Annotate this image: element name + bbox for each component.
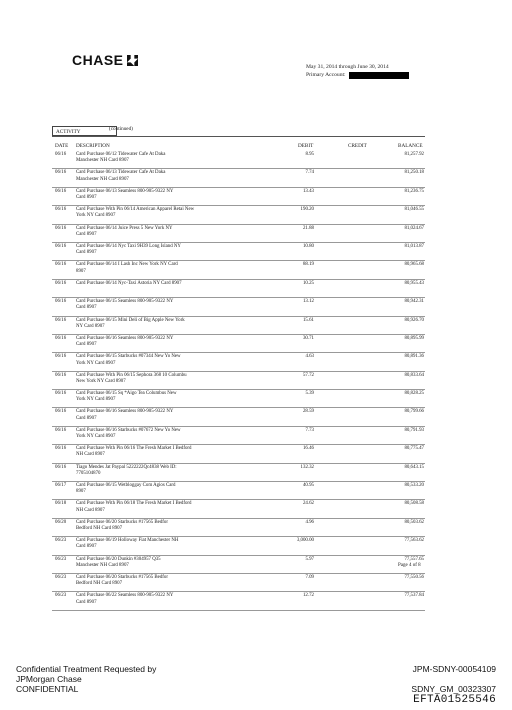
table-row	[52, 464, 425, 482]
row-debit: 4.96	[305, 519, 314, 525]
row-description-line1: Card Purchase 06/20 Starbucks #17565 Bedfor	[76, 574, 168, 580]
table-row	[52, 372, 425, 390]
row-balance: 80,503.62	[404, 519, 424, 525]
row-description-line1: Card Purchase 06/14 Nyc Taxi 9H39 Long Island NY	[76, 243, 181, 249]
row-debit: 10.80	[302, 243, 314, 249]
row-date: 06/20	[55, 519, 67, 525]
row-balance: 77,550.56	[404, 574, 424, 580]
row-balance: 81,013.87	[404, 243, 424, 249]
table-row	[52, 445, 425, 463]
row-description-line2: 7705104870	[76, 470, 101, 476]
row-description-line2: NY Card 8907	[76, 323, 105, 329]
row-debit: 5.97	[305, 556, 314, 562]
chase-octagon-icon	[127, 55, 138, 66]
row-description-line1: Card Purchase 06/16 Seamless 800-905-9322 NY	[76, 335, 174, 341]
row-balance: 80,955.43	[404, 280, 424, 286]
row-description-line1: Card Purchase 06/13 Seamless 800-905-9322 NY	[76, 188, 174, 194]
row-description-line2: NH Card 8907	[76, 452, 105, 458]
row-balance: 80,799.66	[404, 409, 424, 415]
row-description-line1: Card Purchase With Pin 06/18 The Fresh Market I Bedford	[76, 501, 192, 507]
row-description-line1: Card Purchase With Pin 06/14 American Apparel Retai New	[76, 207, 195, 213]
row-description-line2: York NY Card 8907	[76, 213, 116, 219]
row-balance: 80,926.70	[404, 317, 424, 323]
row-description-line1: Card Purchase 06/15 Seamless 800-905-9322 NY	[76, 299, 174, 305]
row-balance: 81,046.55	[404, 207, 424, 213]
row-balance: 81,024.67	[404, 225, 424, 231]
row-description-line2: Card 8907	[76, 599, 97, 605]
row-balance: 80,833.64	[404, 372, 424, 378]
table-row	[52, 500, 425, 518]
row-debit: 132.32	[300, 464, 314, 470]
row-balance: 80,965.68	[404, 262, 424, 268]
row-debit: 15.61	[302, 317, 314, 323]
row-description-line2: Manchester NH Card 8907	[76, 176, 129, 182]
row-debit: 5.39	[305, 391, 314, 397]
row-date: 06/16	[55, 225, 67, 231]
row-description-line1: Card Purchase 06/22 Seamless 800-905-9322 NY	[76, 593, 174, 599]
table-row	[52, 408, 425, 426]
row-description-line2: 8907	[76, 489, 86, 495]
chase-logo	[72, 52, 138, 68]
redaction-bar	[349, 72, 409, 79]
row-debit: 7.09	[305, 574, 314, 580]
col-header-credit: CREDIT	[348, 143, 367, 149]
table-row	[52, 188, 425, 206]
row-description-line1: Tiago Mendes Jat Paypal 5222222Qc4838 Web ID:	[76, 464, 177, 470]
row-debit: 16.46	[302, 446, 314, 452]
row-description-line2: New York NY Card 8907	[76, 378, 126, 384]
row-debit: 8.95	[305, 152, 314, 157]
row-description-line2: Card 8907	[76, 250, 97, 256]
col-header-description: DESCRIPTION	[76, 143, 110, 149]
row-date: 06/16	[55, 372, 67, 378]
table-row	[52, 482, 425, 500]
row-balance: 77,557.65	[404, 556, 424, 562]
table-row	[52, 353, 425, 371]
row-description-line2: Card 8907	[76, 342, 97, 348]
row-date: 06/23	[55, 593, 67, 599]
row-balance: 81,250.18	[404, 170, 424, 176]
row-date: 06/16	[55, 464, 67, 470]
table-row	[52, 519, 425, 537]
row-date: 06/16	[55, 391, 67, 397]
row-description-line2: 8907	[76, 268, 86, 274]
statement-period	[306, 63, 409, 79]
row-date: 06/23	[55, 538, 67, 544]
row-description-line1: Card Purchase 06/16 Starbucks #07672 New Yo New	[76, 427, 181, 433]
row-debit: 7.74	[305, 170, 314, 176]
row-date: 06/16	[55, 243, 67, 249]
col-header-debit: DEBIT	[298, 143, 314, 149]
row-debit: 24.62	[302, 501, 314, 507]
row-date: 06/16	[55, 446, 67, 452]
row-description-line1: Card Purchase 06/15 Mini Deli of Big Apple New York	[76, 317, 185, 323]
col-header-date: DATE	[55, 143, 69, 149]
row-date: 06/16	[55, 152, 67, 157]
period-text: May 31, 2014 through June 30, 2014	[306, 64, 389, 70]
table-row	[52, 151, 425, 169]
footer-bates	[411, 664, 496, 705]
row-debit: 40.95	[302, 483, 314, 489]
row-description-line1: Card Purchase 06/14 Nyc-Taxi Astoria NY Card 8907	[76, 280, 182, 286]
section-divider	[52, 136, 425, 137]
row-debit: 3,000.00	[296, 538, 314, 544]
row-date: 06/16	[55, 427, 67, 433]
row-description-line2: York NY Card 8907	[76, 434, 116, 440]
row-debit: 28.59	[302, 409, 314, 415]
table-row	[52, 317, 425, 335]
activity-title: ACTIVITY	[52, 126, 117, 136]
row-date: 06/23	[55, 574, 67, 580]
row-description-line1: Card Purchase With Pin 06/15 Sephora 368 10 Columbu	[76, 372, 187, 378]
row-date: 06/23	[55, 556, 67, 562]
row-date: 06/16	[55, 207, 67, 213]
row-debit: 10.25	[302, 280, 314, 286]
row-description-line1: Card Purchase 06/19 Holloway Fiat Manchester NH	[76, 538, 179, 544]
row-description-line2: NH Card 8907	[76, 507, 105, 513]
row-balance: 77,537.84	[404, 593, 424, 599]
row-description-line1: Card Purchase With Pin 06/16 The Fresh Market I Bedford	[76, 446, 192, 452]
row-date: 06/16	[55, 317, 67, 323]
row-date: 06/16	[55, 409, 67, 415]
account-label: Primary Account:	[306, 72, 346, 78]
row-description-line2: Card 8907	[76, 415, 97, 421]
row-balance: 81,257.92	[404, 152, 424, 157]
footer-line-3: CONFIDENTIAL	[16, 684, 79, 694]
row-debit: 7.73	[305, 427, 314, 433]
row-debit: 21.88	[302, 225, 314, 231]
row-description-line1: Card Purchase 06/14 Juice Press 5 New York NY	[76, 225, 173, 231]
row-description-line1: Card Purchase 06/13 Tidewater Cafe At Daka	[76, 170, 166, 176]
row-description-line2: Card 8907	[76, 544, 97, 550]
row-balance: 80,508.58	[404, 501, 424, 507]
account-row	[306, 71, 409, 79]
row-description-line2: Manchester NH Card 8907	[76, 158, 129, 164]
row-balance: 81,236.75	[404, 188, 424, 194]
row-balance: 80,791.93	[404, 427, 424, 433]
row-description-line2: Card 8907	[76, 231, 97, 237]
row-description-line2: Bedford NH Card 8907	[76, 581, 123, 587]
table-row	[52, 556, 425, 574]
row-date: 06/16	[55, 299, 67, 305]
table-row	[52, 206, 425, 224]
row-balance: 80,643.15	[404, 464, 424, 470]
table-row	[52, 390, 425, 408]
continued-label: (continued)	[109, 126, 133, 132]
row-description-line1: Card Purchase 06/16 Seamless 800-905-9322 NY	[76, 409, 174, 415]
row-balance: 80,533.20	[404, 483, 424, 489]
row-description-line1: Card Purchase 06/12 Tidewater Cafe At Daka	[76, 152, 166, 157]
table-row	[52, 280, 425, 298]
row-date: 06/16	[55, 335, 67, 341]
table-row	[52, 261, 425, 279]
row-date: 06/16	[55, 354, 67, 360]
row-date: 06/16	[55, 280, 67, 286]
footer-bates-1: JPM-SDNY-00054109	[412, 664, 496, 674]
table-row	[52, 574, 425, 592]
row-description-line2: Manchester NH Card 8907	[76, 562, 129, 568]
row-date: 06/16	[55, 188, 67, 194]
row-balance: 80,895.99	[404, 335, 424, 341]
footer-confidential	[16, 664, 156, 694]
row-balance: 80,942.31	[404, 299, 424, 305]
row-description-line1: Card Purchase 06/15 Wetbloggay Com Agios Card	[76, 483, 176, 489]
row-balance: 77,563.62	[404, 538, 424, 544]
row-description-line1: Card Purchase 06/15 Starbucks #07344 New Yo New	[76, 354, 181, 360]
table-row	[52, 169, 425, 187]
table-row	[52, 243, 425, 261]
row-date: 06/16	[55, 170, 67, 176]
row-date: 06/18	[55, 501, 67, 507]
table-row	[52, 298, 425, 316]
row-description-line2: Card 8907	[76, 305, 97, 311]
footer-efta-number: EFTA01525546	[413, 694, 496, 706]
row-description-line2: York NY Card 8907	[76, 397, 116, 403]
row-description-line2: Card 8907	[76, 194, 97, 200]
page-number: Page 4 of 8	[398, 563, 421, 568]
row-description-line1: Card Purchase 06/20 Starbucks #17565 Bedfor	[76, 519, 168, 525]
table-row	[52, 335, 425, 353]
row-debit: 88.19	[302, 262, 314, 268]
row-debit: 13.43	[302, 188, 314, 194]
row-description-line1: Card Purchase 06/15 Sq *Aigo Tea Columbus New	[76, 391, 177, 397]
activity-table	[52, 151, 425, 611]
row-debit: 190.20	[300, 207, 314, 213]
row-debit: 57.72	[302, 372, 314, 378]
table-row	[52, 592, 425, 610]
row-balance: 80,775.47	[404, 446, 424, 452]
row-description-line1: Card Purchase 06/20 Dunkin #304957 Q35	[76, 556, 161, 562]
col-header-balance: BALANCE	[398, 143, 423, 149]
row-debit: 12.72	[302, 593, 314, 599]
row-date: 06/17	[55, 483, 67, 489]
footer-bates-2: SDNY_GM_00323307	[411, 684, 496, 694]
table-row	[52, 427, 425, 445]
footer-line-1: Confidential Treatment Requested by	[16, 664, 157, 674]
logo-text: CHASE	[72, 52, 124, 68]
row-description-line2: York NY Card 8907	[76, 360, 116, 366]
row-description-line1: Card Purchase 06/14 I Lash Inc New York NY Card	[76, 262, 178, 268]
row-description-line2: Bedford NH Card 8907	[76, 526, 123, 532]
table-row	[52, 225, 425, 243]
row-debit: 30.71	[302, 335, 314, 341]
row-balance: 80,891.36	[404, 354, 424, 360]
table-row	[52, 537, 425, 555]
row-balance: 80,828.25	[404, 391, 424, 397]
row-debit: 13.12	[302, 299, 314, 305]
row-debit: 4.63	[305, 354, 314, 360]
footer-line-2: JPMorgan Chase	[16, 674, 82, 684]
row-date: 06/16	[55, 262, 67, 268]
